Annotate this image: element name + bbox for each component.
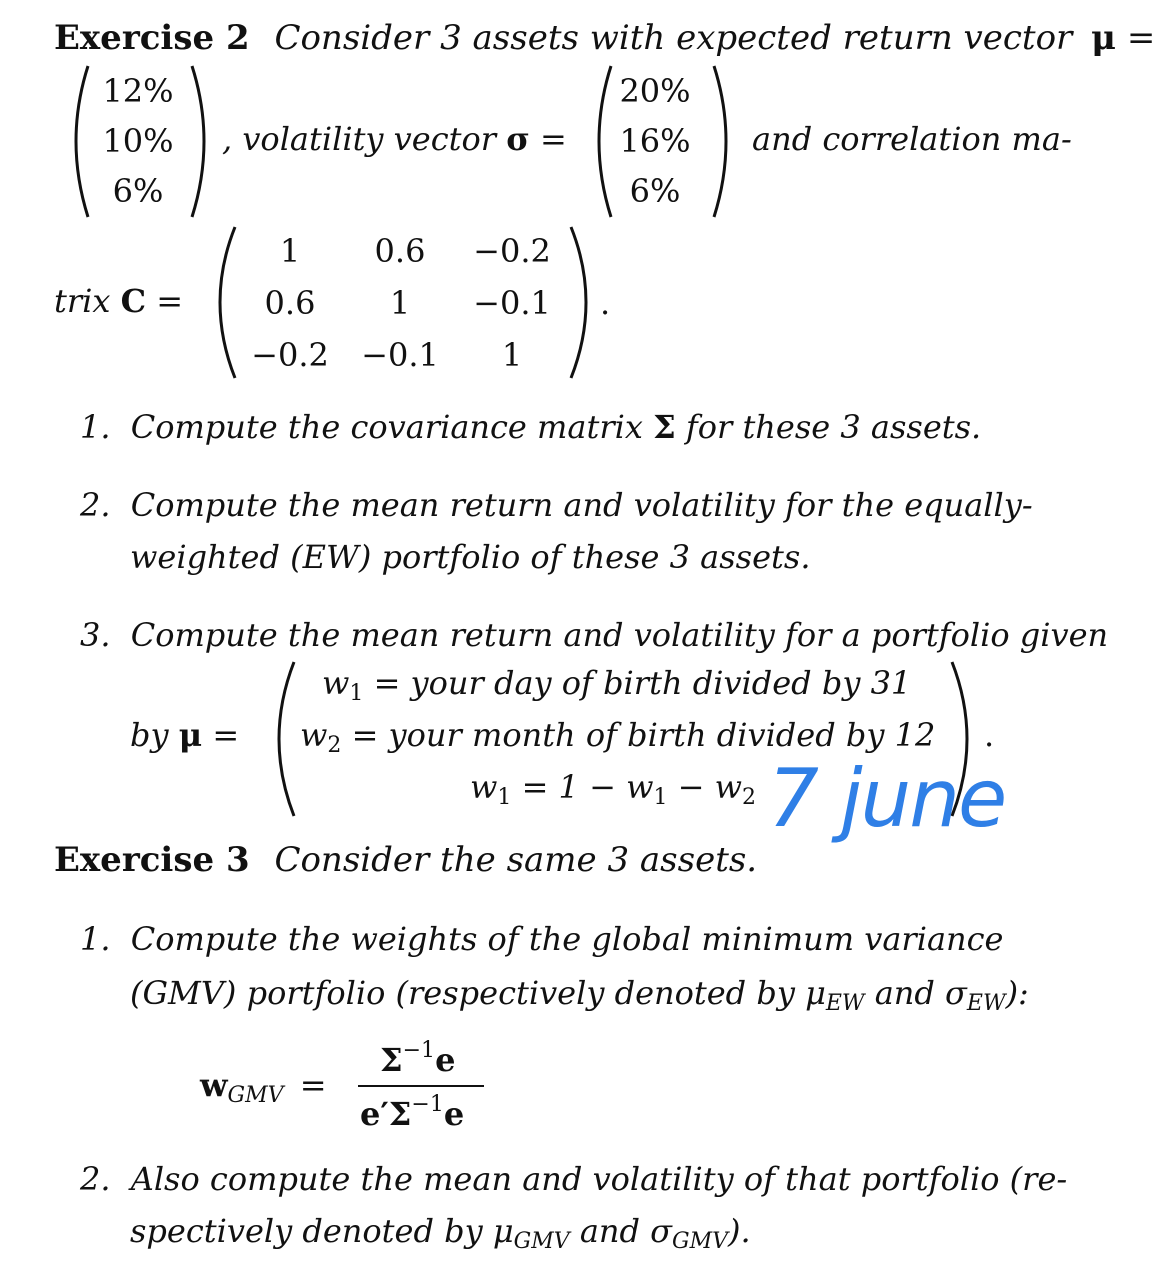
weight-sub: 2	[327, 733, 342, 758]
weight-var: w	[322, 664, 350, 702]
equals-sign: =	[539, 120, 567, 158]
sigma-vector-right-paren	[710, 64, 740, 219]
exercise3-item-2-line2	[130, 1212, 751, 1254]
weights-period: .	[984, 716, 995, 754]
exercise2-item-3	[80, 616, 1108, 654]
weight-sub: 1	[349, 681, 364, 706]
sigma-value: 16%	[619, 122, 691, 160]
sigma-capital-symbol: Σ	[380, 1041, 403, 1079]
weight-sub: 1	[653, 785, 668, 810]
weight-rhs: − w	[667, 768, 742, 806]
weight-sub: 2	[742, 785, 756, 810]
item-text: by	[130, 716, 169, 754]
item-text: Compute the covariance matrix	[130, 408, 643, 446]
item-text: for these 3 assets.	[685, 408, 982, 446]
matrix-cell: −0.1	[473, 284, 551, 322]
weight-var: w	[470, 768, 498, 806]
mu-value: 6%	[112, 172, 164, 210]
equals-sign: =	[1126, 18, 1155, 58]
w-symbol: w	[200, 1066, 228, 1104]
item-number: 3.	[80, 616, 111, 654]
equals-sign: =	[156, 282, 184, 320]
fraction-bar	[358, 1085, 484, 1087]
matrix-cell: −0.2	[251, 336, 329, 374]
mu-vector-right-paren	[188, 64, 218, 219]
equals-sign: =	[212, 716, 240, 754]
mu-value: 10%	[102, 122, 174, 160]
matrix-cell: −0.1	[361, 336, 439, 374]
exercise3-intro: Consider the same 3 assets.	[274, 840, 758, 880]
exercise2-heading: Exercise 2	[54, 18, 250, 58]
sigma-capital-symbol: Σ	[653, 408, 676, 446]
exercise2-item-2	[80, 486, 1033, 524]
subscript: GMV	[513, 1229, 570, 1254]
matrix-right-paren	[567, 225, 603, 380]
exercise2-item-1	[80, 408, 981, 446]
C-symbol: C	[120, 282, 147, 320]
item-text: spectively denoted by μ	[130, 1212, 514, 1250]
equals-sign: =	[299, 1066, 327, 1104]
item-number: 1.	[80, 408, 111, 446]
matrix-cell: 1	[501, 336, 523, 374]
exercise2-intro: Consider 3 assets with expected return vector	[274, 18, 1073, 58]
exercise2-heading-line	[54, 18, 1155, 58]
e-vector: e	[443, 1095, 465, 1133]
item-text: ).	[728, 1212, 751, 1250]
item-text: ):	[1005, 974, 1029, 1012]
mu-symbol: μ	[178, 716, 203, 754]
correlation-text: and correlation ma-	[752, 120, 1072, 158]
weight-row-3	[470, 768, 756, 810]
gmv-numerator	[380, 1038, 455, 1079]
sigma-value: 20%	[619, 72, 691, 110]
exercise3-item-1	[80, 920, 1003, 958]
subscript: EW	[825, 991, 865, 1016]
matrix-cell: 1	[279, 232, 301, 270]
item-text: Also compute the mean and volatility of that portfolio (re-	[130, 1160, 1068, 1198]
gmv-denominator	[360, 1092, 464, 1133]
e-prime-sigma: e′Σ	[360, 1095, 412, 1133]
item-number: 2.	[80, 1160, 111, 1198]
weights-label	[130, 716, 239, 754]
exercise3-item-2	[80, 1160, 1067, 1198]
mu-symbol: μ	[1091, 18, 1117, 58]
weight-rhs: = your month of birth divided by 12	[351, 716, 936, 754]
gmv-formula-lhs	[200, 1066, 327, 1108]
weight-row-1	[322, 664, 911, 706]
subscript: EW	[966, 991, 1006, 1016]
sigma-value: 6%	[629, 172, 681, 210]
item-number: 1.	[80, 920, 111, 958]
item-text: Compute the mean return and volatility for the equally-	[130, 486, 1033, 524]
item-text: Compute the mean return and volatility for a portfolio given	[130, 616, 1109, 654]
mu-value: 12%	[102, 72, 174, 110]
volatility-text: , volatility vector	[222, 120, 497, 158]
weight-var: w	[300, 716, 328, 754]
subscript: GMV	[672, 1229, 728, 1254]
item-text: (GMV) portfolio (respectively denoted by μ	[130, 974, 826, 1012]
sigma-symbol: σ	[506, 120, 530, 158]
item-text: and σ	[864, 974, 967, 1012]
exercise3-heading: Exercise 3	[54, 840, 250, 880]
item-text: Compute the weights of the global minimum variance	[130, 920, 1004, 958]
item-number: 2.	[80, 486, 111, 524]
matrix-label-text: trix	[54, 282, 111, 320]
matrix-period: .	[600, 284, 611, 322]
matrix-label	[54, 282, 183, 320]
matrix-cell: 0.6	[374, 232, 426, 270]
handwritten-note: 7 june	[768, 752, 1006, 845]
weights-left-paren	[262, 660, 298, 818]
matrix-cell: 0.6	[264, 284, 316, 322]
weight-rhs: = 1 − w	[521, 768, 654, 806]
exercise3-heading-line	[54, 840, 757, 880]
volatility-text-line	[222, 120, 567, 158]
exercise3-item-1-line2	[130, 974, 1029, 1016]
e-vector: e	[435, 1041, 456, 1079]
matrix-cell: 1	[389, 284, 411, 322]
matrix-cell: −0.2	[473, 232, 551, 270]
weight-sub: 1	[497, 785, 512, 810]
superscript: −1	[402, 1038, 436, 1063]
item-text: and σ	[569, 1212, 672, 1250]
item-text: weighted (EW) portfolio of these 3 assets.	[130, 538, 811, 576]
weight-rhs: = your day of birth divided by 31	[373, 664, 912, 702]
superscript: −1	[411, 1092, 444, 1117]
subscript: GMV	[227, 1083, 284, 1108]
